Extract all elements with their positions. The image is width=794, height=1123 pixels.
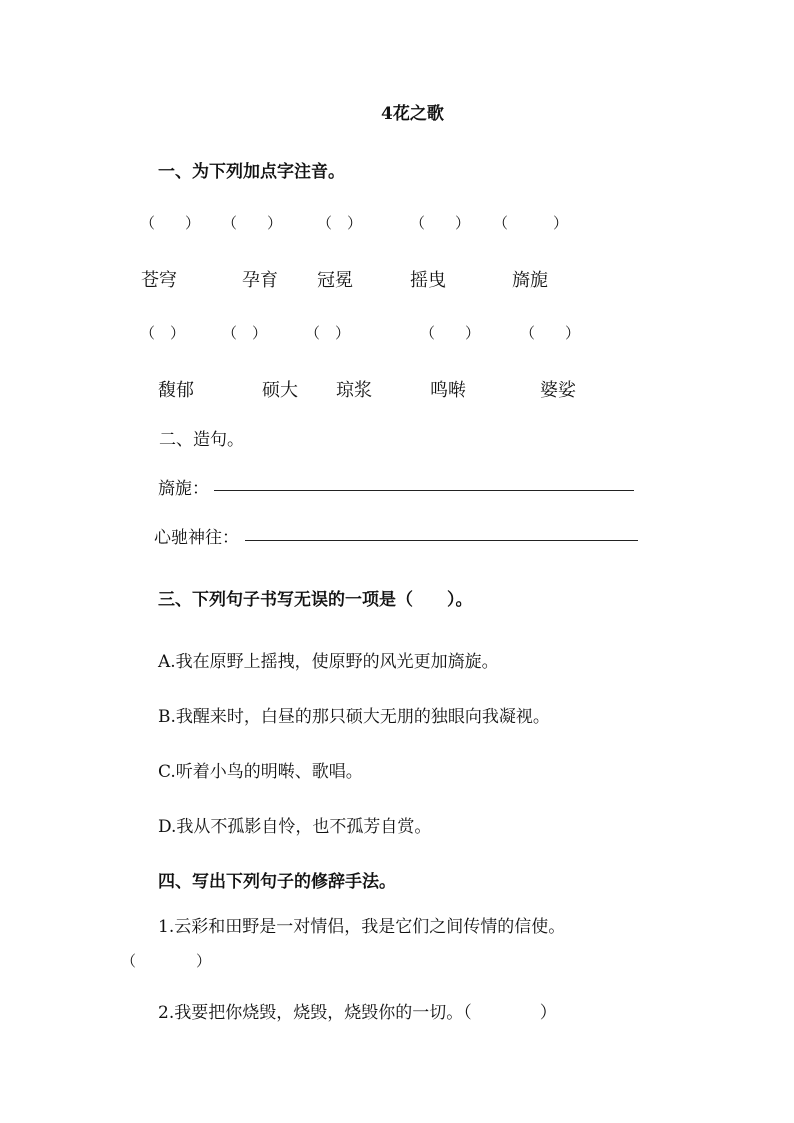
section-4-heading: 四、写出下列句子的修辞手法。 bbox=[158, 872, 396, 892]
vocab-word: 孕育 bbox=[242, 270, 278, 291]
pinyin-blank: （ ） bbox=[420, 324, 481, 342]
vocab-word: 琼浆 bbox=[336, 380, 372, 401]
vocab-word: 婆娑 bbox=[540, 380, 576, 401]
page-title: 4花之歌 bbox=[381, 104, 444, 124]
option-b: B.我醒来时，白昼的那只硕大无朋的独眼向我凝视。 bbox=[158, 707, 550, 727]
sentence-prompt: 旖旎： bbox=[158, 479, 209, 499]
pinyin-blank: （ ） bbox=[493, 214, 569, 232]
question-1: 1.云彩和田野是一对情侣，我是它们之间传情的信使。 bbox=[158, 917, 566, 937]
pinyin-blank: （ ） bbox=[520, 324, 581, 342]
vocab-word: 鸣啭 bbox=[430, 380, 466, 401]
vocab-word: 馥郁 bbox=[158, 380, 194, 401]
pinyin-blank: （ ） bbox=[140, 214, 201, 232]
pinyin-blank: （ ） bbox=[140, 324, 186, 342]
answer-line[interactable] bbox=[245, 540, 638, 541]
option-d: D.我从不孤影自怜，也不孤芳自赏。 bbox=[158, 817, 432, 837]
answer-blank: （ ） bbox=[121, 952, 212, 970]
option-c: C.听着小鸟的明啭、歌唱。 bbox=[158, 762, 363, 782]
section-2-heading: 二、造句。 bbox=[159, 430, 244, 450]
pinyin-blank: （ ） bbox=[317, 214, 363, 232]
pinyin-blank: （ ） bbox=[222, 214, 283, 232]
vocab-word: 摇曳 bbox=[410, 270, 446, 291]
answer-line[interactable] bbox=[214, 490, 634, 491]
vocab-word: 旖旎 bbox=[512, 270, 548, 291]
sentence-prompt: 心驰神往： bbox=[154, 528, 239, 548]
pinyin-blank: （ ） bbox=[305, 324, 351, 342]
vocab-word: 硕大 bbox=[262, 380, 298, 401]
section-1-heading: 一、为下列加点字注音。 bbox=[158, 162, 345, 182]
pinyin-blank: （ ） bbox=[222, 324, 268, 342]
section-3-heading: 三、下列句子书写无误的一项是（ ）。 bbox=[158, 590, 473, 610]
question-2: 2.我要把你烧毁，烧毁，烧毁你的一切。（ ） bbox=[158, 1003, 557, 1023]
option-a: A.我在原野上摇拽，使原野的风光更加旖旋。 bbox=[158, 652, 499, 672]
vocab-word: 苍穹 bbox=[141, 270, 177, 291]
vocab-word: 冠冕 bbox=[317, 270, 353, 291]
pinyin-blank: （ ） bbox=[410, 214, 471, 232]
